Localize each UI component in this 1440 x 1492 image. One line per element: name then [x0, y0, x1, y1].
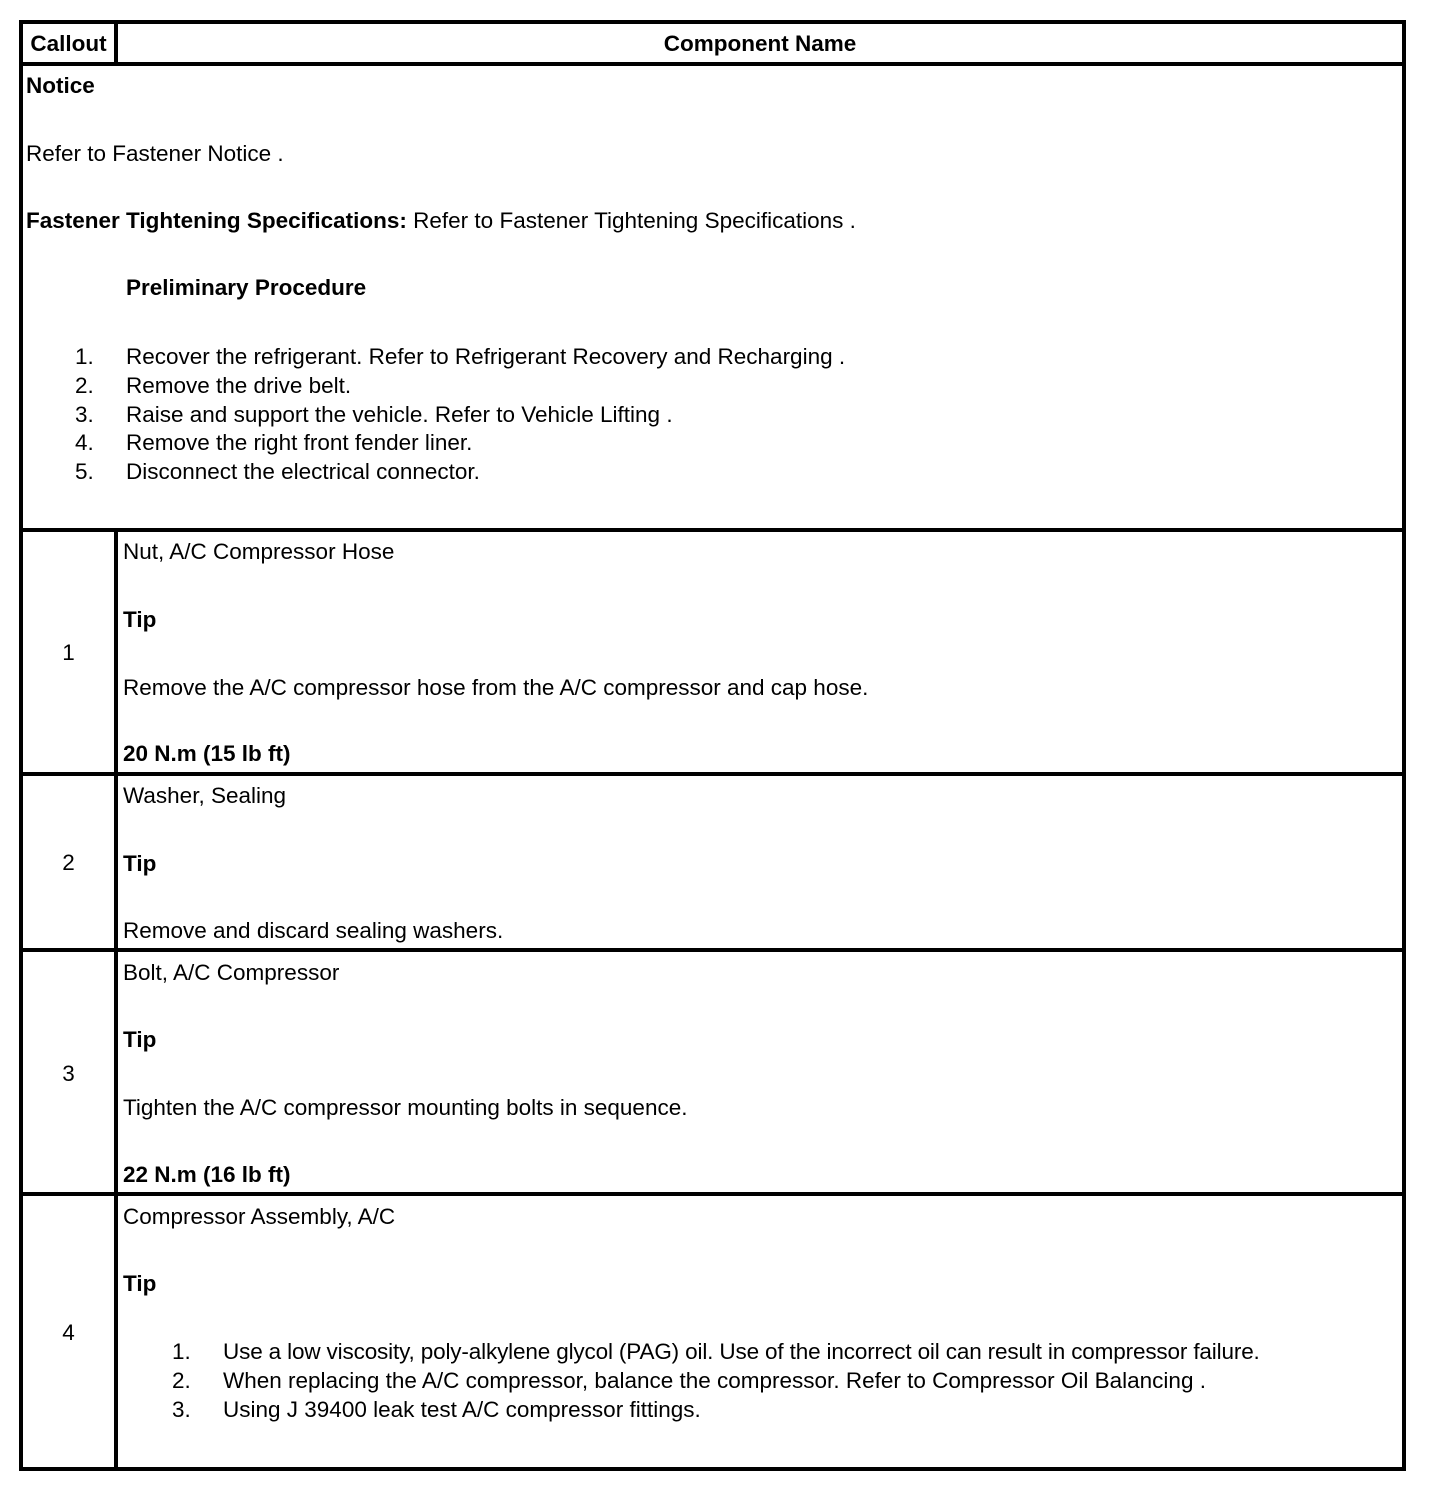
- tip-label: Tip: [123, 1027, 157, 1052]
- step-text: Recover the refrigerant. Refer to Refrigerant Recovery and Recharging .: [126, 344, 846, 369]
- step-text: Remove the drive belt.: [126, 373, 352, 398]
- tip-label: Tip: [123, 607, 157, 632]
- fastener-spec-label: Fastener Tightening Specifications:: [26, 208, 407, 233]
- tip-label: Tip: [123, 1271, 157, 1296]
- callout-number: 2: [62, 850, 75, 875]
- table-border-top: [19, 20, 1406, 24]
- step-number: 5.: [75, 459, 94, 484]
- torque-spec: 20 N.m (15 lb ft): [123, 741, 291, 766]
- callout-number: 3: [62, 1061, 75, 1086]
- table-border-left: [19, 20, 23, 1471]
- tip-text: Remove the A/C compressor hose from the A/C compressor and cap hose.: [123, 675, 869, 700]
- component-name: Nut, A/C Compressor Hose: [123, 539, 395, 564]
- component-name: Washer, Sealing: [123, 783, 287, 808]
- row-divider-1: [19, 772, 1406, 776]
- torque-spec: 22 N.m (16 lb ft): [123, 1162, 291, 1187]
- callout-number: 1: [62, 640, 75, 665]
- tip-step-number: 2.: [172, 1368, 191, 1393]
- row-divider-3: [19, 1192, 1406, 1196]
- tip-step-text: Use a low viscosity, poly-alkylene glycol (PAG) oil. Use of the incorrect oil can result in compressor failure.: [223, 1339, 1260, 1364]
- tip-text: Remove and discard sealing washers.: [123, 918, 504, 943]
- tip-step-text: When replacing the A/C compressor, balance the compressor. Refer to Compressor Oil Balancing .: [223, 1368, 1206, 1393]
- step-number: 3.: [75, 402, 94, 427]
- callout-number: 4: [62, 1320, 75, 1345]
- step-number: 1.: [75, 344, 94, 369]
- notice-title: Notice: [26, 73, 95, 98]
- tip-label: Tip: [123, 851, 157, 876]
- header-divider: [19, 62, 1406, 66]
- tip-step-text: Using J 39400 leak test A/C compressor fittings.: [223, 1397, 701, 1422]
- component-name: Bolt, A/C Compressor: [123, 960, 340, 985]
- table-border-right: [1402, 20, 1406, 1471]
- tip-step-number: 1.: [172, 1339, 191, 1364]
- preliminary-title: Preliminary Procedure: [126, 275, 367, 300]
- notice-divider: [19, 528, 1406, 532]
- step-text: Remove the right front fender liner.: [126, 430, 473, 455]
- table-border-bottom: [19, 1467, 1406, 1471]
- component-table: [19, 20, 1406, 1471]
- step-text: Disconnect the electrical connector.: [126, 459, 480, 484]
- row-divider-2: [19, 948, 1406, 952]
- component-name: Compressor Assembly, A/C: [123, 1204, 396, 1229]
- tip-text: Tighten the A/C compressor mounting bolts in sequence.: [123, 1095, 688, 1120]
- header-callout: Callout: [30, 31, 107, 56]
- column-divider-body: [114, 528, 118, 1471]
- tip-step-number: 3.: [172, 1397, 191, 1422]
- step-number: 2.: [75, 373, 94, 398]
- fastener-spec-text: Refer to Fastener Tightening Specifications .: [406, 208, 856, 233]
- header-component-name: Component Name: [663, 31, 857, 56]
- step-text: Raise and support the vehicle. Refer to Vehicle Lifting .: [126, 402, 673, 427]
- fastener-spec: [26, 210, 856, 233]
- step-number: 4.: [75, 430, 94, 455]
- notice-text: Refer to Fastener Notice .: [26, 141, 284, 166]
